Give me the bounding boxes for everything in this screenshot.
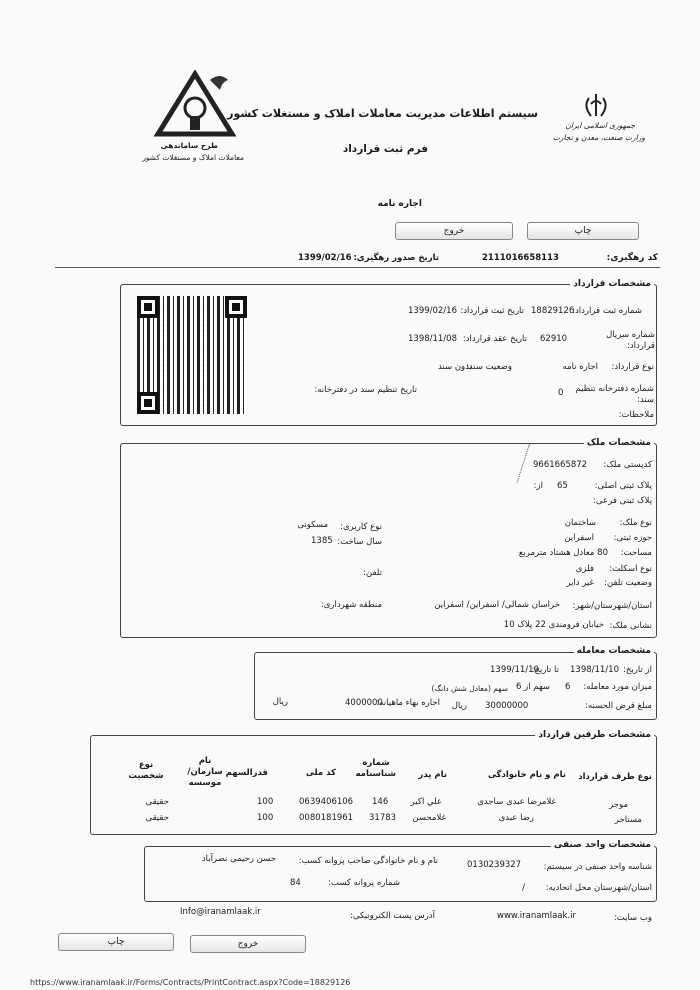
deal-deposit: 30000000 <box>485 701 529 711</box>
website-link[interactable]: www.iranamlaak.ir <box>497 911 576 921</box>
contract-date: 1398/11/08 <box>408 334 457 344</box>
deal-to: 1399/11/10 <box>490 665 539 675</box>
qr-code <box>137 296 247 414</box>
party-name: غلامرضا عبدی ساجدی <box>477 797 556 807</box>
agency-id-label: شناسه واحد صنفی در سیستم: <box>543 862 652 872</box>
col-header-share: قدرالسهم <box>225 768 268 778</box>
contract-status-label: وضعیت سند: <box>465 362 512 372</box>
agency-province-label: استان/شهرستان محل اتحادیه: <box>545 883 652 893</box>
property-use: مسکونی <box>297 520 328 530</box>
property-main-plate-label: پلاک ثبتی اصلی: <box>594 481 652 491</box>
contract-status: بدون سند <box>437 362 472 372</box>
property-postal-label: کدپستی ملک: <box>603 460 652 470</box>
party-national-code: 0080181961 <box>299 813 354 823</box>
party-id-no: 31783 <box>369 813 397 823</box>
contract-date-label: تاریخ عقد قرارداد: <box>462 334 527 344</box>
deal-to-label: تا تاریخ: <box>531 665 559 675</box>
agency-owner: حسن رحیمی نصرآباد <box>201 854 276 864</box>
col-header-national-code: کد ملی <box>305 768 336 778</box>
property-skeleton: فلزی <box>575 564 594 574</box>
deal-share-text: سهم (معادل شش دانگ) <box>431 684 508 693</box>
property-province: خراسان شمالی/ اسفراین/ اسفراین <box>434 600 560 610</box>
deal-from: 1398/11/10 <box>570 665 619 675</box>
contract-reg-date-label: تاریخ ثبت قرارداد: <box>460 306 524 316</box>
party-father: غلامحسن <box>412 813 446 823</box>
col-header-org: نام سازمان/ موسسه <box>187 756 223 788</box>
deal-from-label: از تاریخ: <box>623 665 652 675</box>
col-header-full-name: نام و نام خانوادگی <box>487 770 566 780</box>
property-skeleton-label: نوع اسکلت: <box>609 564 652 574</box>
party-share: 100 <box>257 813 274 823</box>
property-address-label: نشانی ملک: <box>609 621 652 631</box>
property-phone-status-label: وضعیت تلفن: <box>604 578 652 588</box>
bottom-exit-button[interactable]: خروج <box>190 935 306 953</box>
property-area: اسفراین <box>564 533 594 543</box>
right-emblem <box>545 92 645 152</box>
property-size-label: مساحت: <box>620 548 652 558</box>
contract-section-title: مشخصات قرارداد <box>570 279 654 289</box>
party-share: 100 <box>257 797 274 807</box>
agency-section-title: مشخصات واحد صنفی <box>551 840 654 850</box>
logo-emblem-icon <box>150 70 240 140</box>
tracking-date-label: تاریخ صدور رهگیری: <box>353 253 439 263</box>
property-type-label: نوع ملک: <box>619 518 652 528</box>
contract-reg-no-label: شماره ثبت قرارداد: <box>572 306 642 316</box>
iran-emblem-icon <box>581 92 611 120</box>
agency-owner-label: نام و نام خانوادگی صاحب پروانه کسب: <box>298 856 438 866</box>
contract-type-label: نوع قرارداد: <box>611 362 654 372</box>
agency-license-label: شماره پروانه کسب: <box>328 878 400 888</box>
party-type: موجر <box>609 800 628 810</box>
contract-office-date-label: تاریخ تنظیم سند در دفترخانه: <box>314 385 417 395</box>
print-button[interactable]: چاپ <box>527 222 639 240</box>
property-phone-status: غیر دایر <box>566 578 594 588</box>
deal-share-of: سهم از <box>524 682 550 692</box>
col-header-father-name: نام پدر <box>418 770 447 780</box>
property-plate-from-label: از: <box>533 481 543 491</box>
tracking-code: 2111016658113 <box>482 253 559 263</box>
property-section-title: مشخصات ملک <box>584 438 654 448</box>
form-title: فرم ثبت قرارداد <box>342 143 428 155</box>
deal-deposit-label: مبلغ قرض الحسنه: <box>585 701 652 711</box>
deal-deposit-currency: ریال <box>451 701 467 711</box>
contract-kind-title: اجاره نامه <box>377 199 422 209</box>
tracking-date: 1399/02/16 <box>298 253 352 263</box>
contract-reg-no: 18829126 <box>531 306 575 316</box>
email-link[interactable]: Info@iranamlaak.ir <box>180 907 261 917</box>
system-title: سیستم اطلاعات مدیریت معاملات املاک و مستغلات کشور <box>227 107 538 120</box>
property-postal: 9661665872 <box>533 460 588 470</box>
property-sub-plate-label: پلاک ثبتی فرعی: <box>593 496 652 506</box>
website-label: وب سایت: <box>613 913 652 923</box>
emblem-line2: وزارت صنعت، معدن و تجارت <box>552 133 645 142</box>
left-logo-line2: معاملات املاک و مستغلات کشور <box>142 153 244 162</box>
exit-button[interactable]: خروج <box>395 222 513 240</box>
parties-section-title: مشخصات طرفین قرارداد <box>535 730 654 740</box>
deal-share: 6 <box>565 682 571 692</box>
property-province-label: استان/شهرستان/شهر: <box>572 601 652 611</box>
left-logo-line1: طرح ساماندهی <box>160 141 218 150</box>
property-build-year: 1385 <box>311 536 333 546</box>
contract-serial-label: شماره سریال قرارداد: <box>606 330 655 351</box>
deal-rent: 4000000 <box>345 698 383 708</box>
property-build-year-label: سال ساخت: <box>337 537 382 547</box>
party-entity: حقیقی <box>145 813 169 823</box>
property-phone-label: تلفن: <box>363 568 382 578</box>
deal-section-title: مشخصات معامله <box>574 646 654 656</box>
contract-office: 0 <box>558 388 564 398</box>
emblem-line1: جمهوری اسلامی ایران <box>565 121 635 130</box>
property-main-plate: 65 <box>557 481 568 491</box>
contract-type: اجاره نامه <box>562 362 598 372</box>
agency-license: 84 <box>290 878 301 888</box>
property-address: خیابان فرومندی 22 پلاک 10 <box>503 620 604 630</box>
tracking-divider <box>55 267 660 268</box>
col-header-party-type: نوع طرف قرارداد <box>578 772 652 782</box>
contract-notes-label: ملاحظات: <box>618 410 654 420</box>
party-father: علي اکبر <box>410 797 442 807</box>
col-header-id-no: شماره شناسنامه <box>355 758 396 779</box>
print-url: https://www.iranamlaak.ir/Forms/Contracts/PrintContract.aspx?Code=18829126 <box>30 978 351 987</box>
property-area-label: حوزه ثبتی: <box>613 533 652 543</box>
email-label: آدرس پست الکترونیکی: <box>350 911 435 921</box>
tracking-code-label: کد رهگیری: <box>606 253 658 263</box>
property-size: 80 معادل هشتاد مترمربع <box>518 548 608 558</box>
deal-share-total: 6 <box>516 682 522 692</box>
property-type: ساختمان <box>564 518 596 528</box>
property-use-label: نوع کاربری: <box>340 522 382 532</box>
party-name: رضا عبدی <box>498 813 534 823</box>
agency-id: 0130239327 <box>467 860 522 870</box>
deal-rent-label: اجاره بهاء ماهیانه: <box>376 698 440 708</box>
contract-serial: 62910 <box>540 334 568 344</box>
agency-province: / <box>522 883 525 893</box>
party-id-no: 146 <box>372 797 389 807</box>
deal-rent-currency: ریال <box>272 697 288 707</box>
contract-reg-date: 1399/02/16 <box>408 306 457 316</box>
party-national-code: 0639406106 <box>299 797 354 807</box>
party-type: مستاجر <box>614 815 642 825</box>
bottom-print-button[interactable]: چاپ <box>58 933 174 951</box>
party-entity: حقیقی <box>145 797 169 807</box>
contract-office-label: شماره دفترخانه تنظیم سند: <box>575 384 654 405</box>
deal-share-label: میزان مورد معامله: <box>583 682 652 692</box>
col-header-entity: نوع شخصیت <box>128 760 164 781</box>
property-zone-label: منطقه شهرداری: <box>320 600 382 610</box>
